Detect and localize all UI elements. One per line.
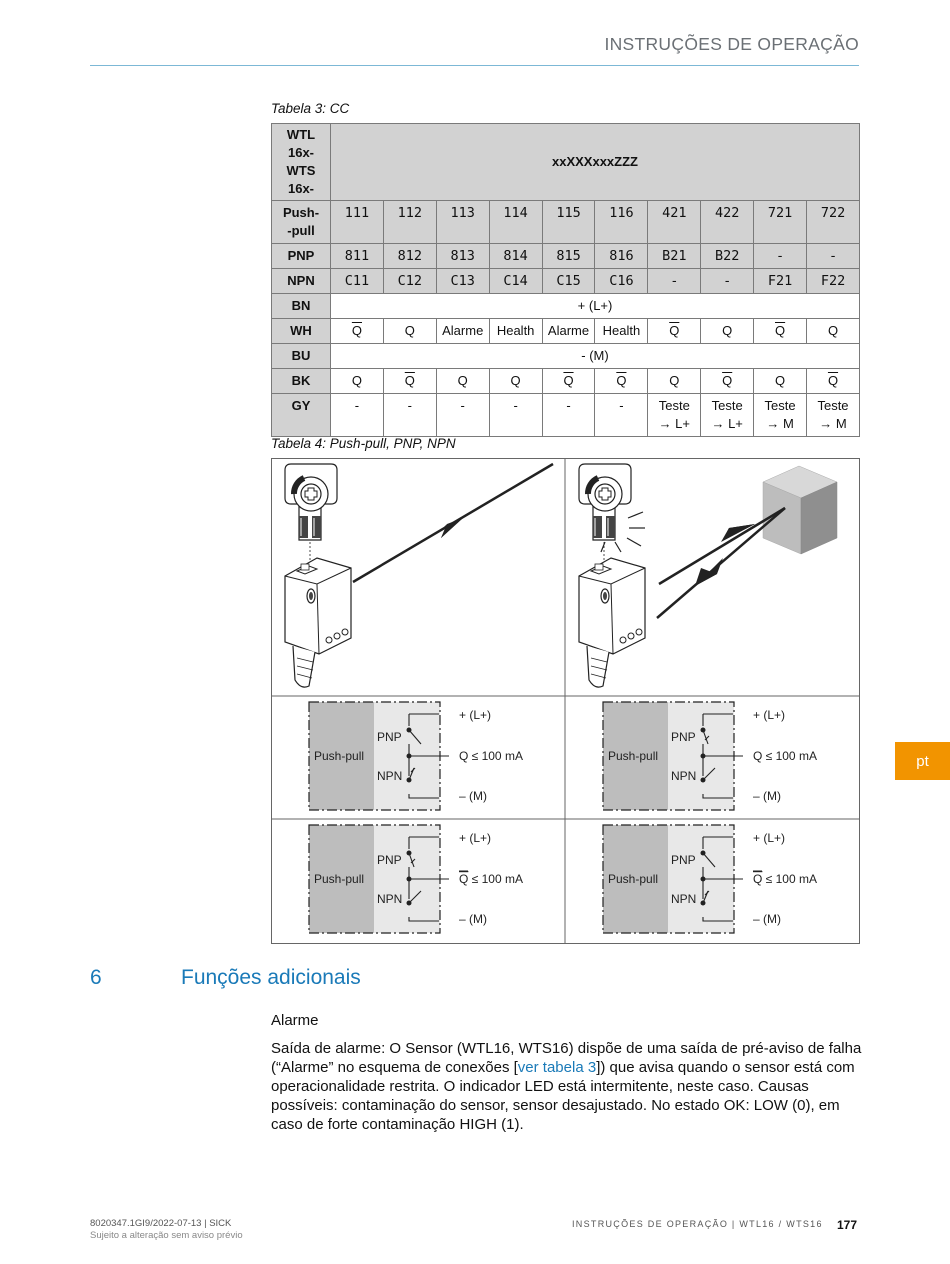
supply-minus-label: – (M): [459, 912, 487, 926]
table-row: [272, 394, 860, 437]
output-label: Q ≤ 100 mA: [459, 872, 523, 886]
pnp-label: PNP: [671, 730, 696, 744]
table-cell: 115: [542, 201, 595, 244]
table-cell: C14: [489, 269, 542, 294]
row-label-bn: BN: [272, 294, 331, 319]
pnp-label: PNP: [377, 853, 402, 867]
block-label: Push-pull: [608, 872, 659, 886]
page-number: 177: [837, 1218, 858, 1232]
table-cell: Teste → M: [754, 394, 807, 437]
table-row: [272, 201, 860, 244]
table-cell: -: [754, 244, 807, 269]
row-label-wh: WH: [272, 319, 331, 344]
table-cell: Teste → M: [807, 394, 860, 437]
row-label-bk: BK: [272, 369, 331, 394]
supply-minus-label: – (M): [459, 789, 487, 803]
row-label-pushpull: Push- -pull: [272, 201, 331, 244]
table-cell: Alarme: [542, 319, 595, 344]
table-cell: 815: [542, 244, 595, 269]
section-number: 6: [90, 966, 102, 989]
supply-minus-label: – (M): [753, 912, 781, 926]
table-cell: 814: [489, 244, 542, 269]
table-row: [272, 269, 860, 294]
table-cell: Q: [754, 369, 807, 394]
pnp-label: PNP: [671, 853, 696, 867]
table-cell: 721: [754, 201, 807, 244]
table-cell: + (L+): [331, 294, 860, 319]
table-cell: B22: [701, 244, 754, 269]
table-row: [272, 369, 860, 394]
table-cell: B21: [648, 244, 701, 269]
npn-label: NPN: [671, 892, 697, 906]
table-cell: Q: [807, 319, 860, 344]
output-label: Q ≤ 100 mA: [753, 872, 817, 886]
language-tab[interactable]: pt: [895, 742, 950, 780]
npn-label: NPN: [377, 892, 403, 906]
table-cell: Q: [489, 369, 542, 394]
table-cell: Alarme: [436, 319, 489, 344]
supply-minus-label: – (M): [753, 789, 781, 803]
table-row: [272, 294, 860, 319]
table-cell: $\overline{Q}$: [542, 369, 595, 394]
table-cell: C12: [383, 269, 436, 294]
alarm-paragraph: [271, 1039, 871, 1134]
table-cell: - (M): [331, 344, 860, 369]
table-cell: $\overline{Q}$: [807, 369, 860, 394]
pnp-label: PNP: [377, 730, 402, 744]
connection-table: [271, 123, 860, 437]
table-cell: C11: [331, 269, 384, 294]
table-cell: 421: [648, 201, 701, 244]
table-cell: 422: [701, 201, 754, 244]
table-reference-link[interactable]: ver tabela 3: [517, 1059, 597, 1076]
table-cell: -: [542, 394, 595, 437]
table-cell: 811: [331, 244, 384, 269]
header-title: INSTRUÇÕES DE OPERAÇÃO: [604, 34, 859, 54]
table-cell: Q: [331, 369, 384, 394]
table-cell: Q: [436, 369, 489, 394]
row-label-gy: GY: [272, 394, 331, 437]
corner-line: 16x-: [287, 145, 315, 160]
row-label-bu: BU: [272, 344, 331, 369]
table-cell: 111: [331, 201, 384, 244]
table-cell: F21: [754, 269, 807, 294]
footer-title: INSTRUÇÕES DE OPERAÇÃO | WTL16 / WTS16: [572, 1219, 823, 1229]
table-cell: $\overline{Q}$: [595, 369, 648, 394]
table-cell: Q: [701, 319, 754, 344]
footer-note: Sujeito a alteração sem aviso prévio: [90, 1230, 243, 1241]
supply-plus-label: + (L+): [753, 708, 786, 722]
table-cell: -: [648, 269, 701, 294]
table-cell: $\overline{Q}$: [648, 319, 701, 344]
corner-line: 16x-: [287, 181, 315, 196]
footer-doc-info: [90, 1218, 243, 1242]
table-cell: C13: [436, 269, 489, 294]
subsection-title: Alarme: [271, 1012, 319, 1029]
block-label: Push-pull: [314, 749, 365, 763]
table-row: [272, 244, 860, 269]
table-cell: 813: [436, 244, 489, 269]
table-cell: 112: [383, 201, 436, 244]
table-cell: 116: [595, 201, 648, 244]
table-cell: -: [383, 394, 436, 437]
output-label: Q ≤ 100 mA: [753, 749, 817, 763]
supply-plus-label: + (L+): [459, 831, 492, 845]
table-cell: F22: [807, 269, 860, 294]
paragraph-text: Saída de alarme: O Sensor (WTL16, WTS16) dispõe de uma saída de pré-aviso de falha (“Alarme” no esquema de conexões [: [271, 1040, 862, 1076]
corner-line: WTL: [286, 127, 316, 142]
table-corner-cell: [272, 124, 331, 201]
wiring-diagram: [271, 458, 860, 944]
footer-doc-number: 8020347.1GI9/2022-07-13 | SICK: [90, 1218, 232, 1229]
table4-caption: Tabela 4: Push-pull, PNP, NPN: [271, 436, 456, 451]
table-cell: $\overline{Q}$: [754, 319, 807, 344]
table-cell: -: [489, 394, 542, 437]
section-title: Funções adicionais: [181, 966, 361, 989]
table-cell: -: [436, 394, 489, 437]
code-header: xxXXXxxxZZZ: [331, 124, 860, 201]
output-label: Q ≤ 100 mA: [459, 749, 523, 763]
header-rule: [90, 65, 859, 66]
table-cell: Health: [595, 319, 648, 344]
npn-label: NPN: [671, 769, 697, 783]
table-cell: -: [807, 244, 860, 269]
npn-label: NPN: [377, 769, 403, 783]
table-cell: -: [331, 394, 384, 437]
paragraph-text: ]) que avisa quando o sensor está com operacionalidade restrita. O indicador LED está intermitente, neste caso. Causas possíveis: contaminação do sensor, sensor desajustado. No estado OK: LOW (0), em caso de forte contaminação HIGH (1).: [271, 1059, 855, 1133]
table-cell: $\overline{Q}$: [701, 369, 754, 394]
row-label-npn: NPN: [272, 269, 331, 294]
table-row: [272, 124, 860, 201]
table-cell: Q: [383, 319, 436, 344]
supply-plus-label: + (L+): [753, 831, 786, 845]
table-row: [272, 319, 860, 344]
table-cell: -: [595, 394, 648, 437]
table-cell: 816: [595, 244, 648, 269]
table-cell: 722: [807, 201, 860, 244]
block-label: Push-pull: [314, 872, 365, 886]
table-cell: Q: [648, 369, 701, 394]
block-label: Push-pull: [608, 749, 659, 763]
corner-line: WTS: [286, 163, 316, 178]
table-row: [272, 344, 860, 369]
table-cell: Teste → L+: [648, 394, 701, 437]
table-cell: 113: [436, 201, 489, 244]
row-label-pnp: PNP: [272, 244, 331, 269]
table-cell: 812: [383, 244, 436, 269]
table-cell: C16: [595, 269, 648, 294]
table-cell: $\overline{Q}$: [383, 369, 436, 394]
table-cell: Teste → L+: [701, 394, 754, 437]
table3-caption: Tabela 3: CC: [271, 101, 350, 116]
table-cell: 114: [489, 201, 542, 244]
supply-plus-label: + (L+): [459, 708, 492, 722]
table-cell: -: [701, 269, 754, 294]
table-cell: C15: [542, 269, 595, 294]
table-cell: $\overline{Q}$: [331, 319, 384, 344]
table-cell: Health: [489, 319, 542, 344]
